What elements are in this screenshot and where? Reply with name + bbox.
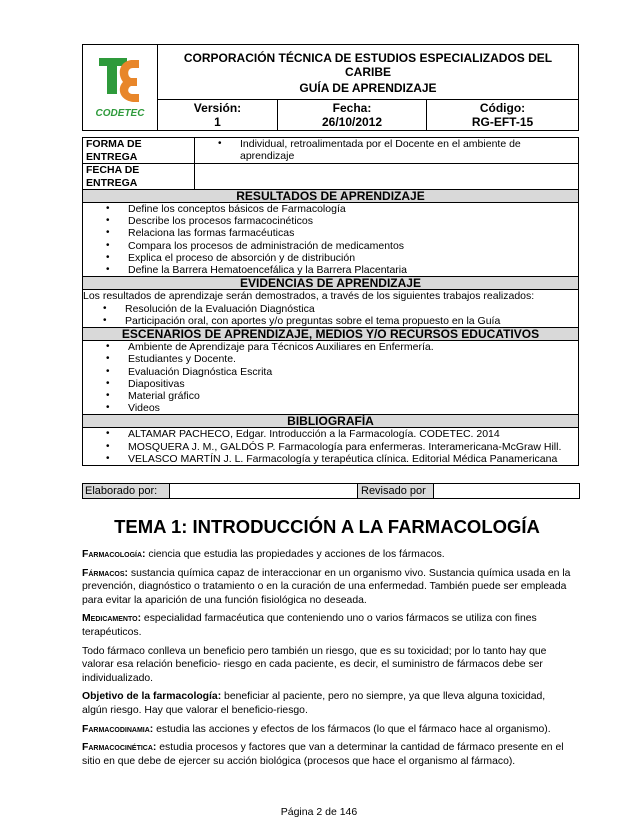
list-item: • Describe los procesos farmacocinéticos [128,215,575,227]
paragraph [82,567,572,608]
revisado-value [433,483,580,499]
version-value: 1 [214,115,221,129]
escenarios-list-cell [83,341,579,415]
page-title: TEMA 1: INTRODUCCIÓN A LA FARMACOLOGÍA [114,516,540,537]
paragraph [82,741,572,768]
bibliografia-list-cell [83,428,579,466]
page-body [82,508,572,773]
fecha-label: FECHA DE ENTREGA [83,164,195,190]
list-item: • Estudiantes y Docente. [128,353,575,365]
list-item: • Material gráfico [128,390,575,402]
definition: ciencia que estudia las propiedades y acciones de los fármacos. [145,549,445,560]
paragraph [82,723,572,737]
paragraph [82,612,572,639]
bibliografia-list [86,428,575,465]
list-item: • Explica el proceso de absorción y de distribución [128,252,575,264]
term: Farmacocinética: [82,742,157,754]
list-item: • Evaluación Diagnóstica Escrita [128,366,575,378]
term: Medicamento: [82,613,142,625]
list-item: • Participación oral, con aportes y/o preguntas sobre el tema propuesto en la Guía [125,315,575,327]
resultados-list-cell [83,203,579,277]
document-header [82,44,579,131]
paragraph [82,690,572,717]
forma-value-cell [195,138,579,164]
evidencias-cell [83,290,579,328]
evidencias-intro: Los resultados de aprendizaje serán demostrados, a través de los siguientes trabajos realizados: [83,290,535,303]
doc-title: GUÍA DE APRENDIZAJE [158,80,579,100]
paragraph [82,645,572,686]
forma-label: FORMA DE ENTREGA [83,138,195,164]
list-item: • VELASCO MARTÍN J. L. Farmacología y terapéutica clínica. Editorial Médica Panamericana [128,453,575,465]
signature-row [82,483,579,497]
date-value: 26/10/2012 [321,115,383,129]
page-number: Página 2 de 146 [280,806,358,818]
resultados-title: RESULTADOS DE APRENDIZAJE [83,190,579,203]
definition: estudia las acciones y efectos de los fármacos (lo que el fármaco hace al organismo). [153,723,551,735]
evidencias-title: EVIDENCIAS DE APRENDIZAJE [83,277,579,290]
codetec-logo-icon [87,50,153,122]
term: Farmacología: [82,549,146,560]
codetec-logo [83,45,158,131]
term: Farmacodinamia: [82,723,154,735]
date-label: Fecha: [332,101,372,115]
list-item: • Resolución de la Evaluación Diagnóstica [125,303,575,315]
list-item: • Define la Barrera Hematoencefálica y la Barrera Placentaria [128,264,575,276]
definition: sustancia química capaz de interaccionar en un organismo vivo. Sustancia química usada en la prevención, diagnóstico o tratamiento o en la curación de una enfermedad. También puede ser empleada para evitar la aparición de una función fisiológica no deseada. [82,567,571,606]
definition: estudia procesos y factores que van a determinar la cantidad de fármaco presente en el sitio en que debe de ejercer su acción biológica (procesos que hace el organismo al fármaco). [82,742,564,767]
date-cell [277,100,426,131]
evidencias-list [83,303,575,327]
list-item: • Diapositivas [128,378,575,390]
paragraph [82,548,572,562]
org-name: CORPORACIÓN TÉCNICA DE ESTUDIOS ESPECIALIZADOS DEL CARIBE [158,45,579,81]
code-cell [427,100,579,131]
version-cell [158,100,278,131]
term: Objetivo de la farmacología: [82,691,222,703]
bibliografia-title: BIBLIOGRAFÍA [83,415,579,428]
logo-text: CODETEC [95,108,145,119]
list-item: • Ambiente de Aprendizaje para Técnicos Auxiliares en Enfermería. [128,341,575,353]
list-item: • Compara los procesos de administración de medicamentos [128,240,575,252]
term: Fármacos: [82,567,128,579]
escenarios-title: ESCENARIOS DE APRENDIZAJE, MEDIOS Y/O RECURSOS EDUCATIVOS [83,328,579,341]
elaborado-label: Elaborado por: [82,483,170,499]
revisado-label: Revisado por [357,483,434,499]
list-item: • Relaciona las formas farmacéuticas [128,227,575,239]
code-label: Código: [479,101,526,115]
resultados-list [86,203,575,276]
version-label: Versión: [193,101,242,115]
list-item: • ALTAMAR PACHECO, Edgar. Introducción a la Farmacología. CODETEC. 2014 [128,428,575,440]
code-value: RG-EFT-15 [471,115,534,129]
list-item: • MOSQUERA J. M., GALDÓS P. Farmacología para enfermeras. Interamericana-McGraw Hill. [128,441,575,453]
elaborado-value [169,483,359,499]
definition: beneficiar al paciente, pero no siempre, ya que lleva alguna toxicidad, algún riesgo. Hay que valorar el beneficio-riesgo. [82,691,546,716]
guide-table [82,137,579,466]
definition: Todo fármaco conlleva un beneficio pero también un riesgo, que es su toxicidad; por lo tanto hay que valorar esa relación beneficio- riesgo en cada paciente, es decir, el suministro de fármacos debe ser individualizado. [82,645,547,684]
definition: especialidad farmacéutica que conteniendo uno o varios fármacos se utiliza con fines terapéuticos. [82,613,537,638]
list-item: • Videos [128,402,575,414]
forma-value: • Individual, retroalimentada por el Docente en el ambiente de aprendizaje [240,138,575,162]
escenarios-list [86,341,575,414]
list-item: • Define los conceptos básicos de Farmacología [128,203,575,215]
fecha-value [195,164,579,190]
